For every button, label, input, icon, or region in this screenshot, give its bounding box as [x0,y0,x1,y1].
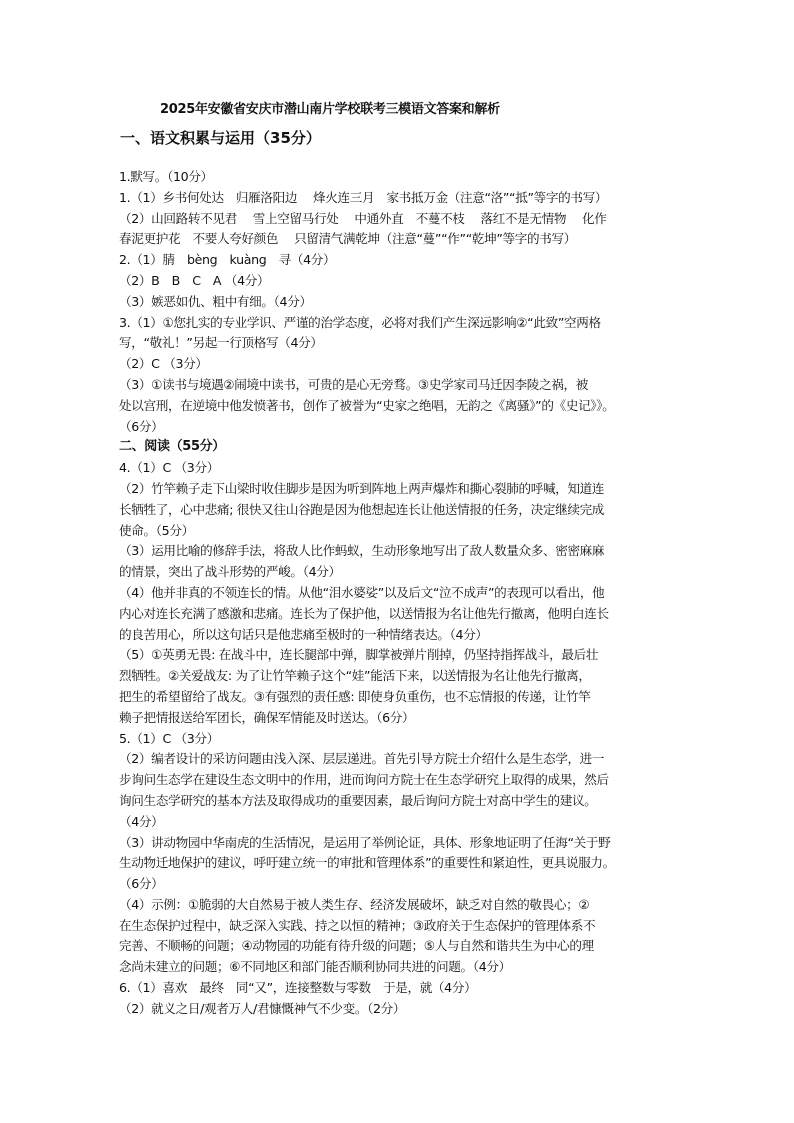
answer-line: 1.默写。（10分） [119,169,213,184]
answer-line: （5）①英勇无畏: 在战斗中，连长腿部中弹，脚掌被弹片削掉，仍坚持指挥战斗，最后壮 [119,647,599,663]
answer-line: （4分） [119,813,164,829]
answer-line: 1.（1）乡书何处达 归雁洛阳边 烽火连三月 家书抵万金（注意“洛”“抵”等字的书写） [119,189,608,205]
answer-line: 6.（1）喜欢 最终 同“又”，连接整数与零数 于是，就（4分） [119,980,477,996]
answer-line: 春泥更护花 不要人夸好颜色 只留清气满乾坤（注意“蔓”“作”“乾坤”等字的书写） [119,231,576,247]
answer-line: （2）编者设计的采访问题由浅入深、层层递进。首先引导方院士介绍什么是生态学，进一 [119,751,605,767]
answer-line: （2）就义之日/观者万人/君慷慨神气不少变。（2分） [119,1000,406,1016]
answer-line: 4.（1）C （3分） [119,460,219,476]
answer-line: 的良苦用心，所以这句话只是他悲痛至极时的一种情绪表达。（4分） [119,626,488,642]
answer-line: 在生态保护过程中，缺乏深入实践、持之以恒的精神；③政府关于生态保护的管理体系不 [119,917,596,933]
answer-line: （3）讲动物园中华南虎的生活情况，是运用了举例论证，具体、形象地证明了任海“关于野 [119,834,611,850]
answer-line: （4）他并非真的不领连长的情。从他“泪水婆娑”以及后文“泣不成声”的表现可以看出，他 [119,584,605,600]
answer-body [119,167,679,1020]
answer-line: 的情景，突出了战斗形势的严峻。（4分） [119,564,341,580]
answer-line: 生动物迁地保护的建议，呼吁建立统一的审批和管理体系”的重要性和紧迫性，更具说服力。 [119,855,615,871]
answer-line: 把生的希望留给了战友。③有强烈的责任感: 即使身负重伤，也不忘情报的传递，让竹竿 [119,688,591,704]
answer-line: （3）①读书与境遇②闹境中读书，可贵的是心无旁骛。③史学家司马迁因李陵之祸，被 [119,376,589,392]
answer-line: （6分） [119,876,164,892]
answer-line: 完善、不顺畅的问题；④动物园的功能有待升级的问题；⑤人与自然和谐共生为中心的理 [119,938,594,954]
answer-line: 写，“敬礼！”另起一行顶格写（4分） [119,335,323,351]
answer-line: 步询问生态学在建设生态文明中的作用，进而询问方院士在生态学研究上取得的成果，然后 [119,772,609,788]
answer-line: 赖子把情报送给军团长，确保军情能及时送达。（6分） [119,709,415,725]
answer-line: 烈牺牲。②关爱战友: 为了让竹竿赖子这个“娃”能活下来，以送情报为名让他先行撤离， [119,668,591,684]
answer-line: 长牺牲了，心中悲痛; 很快又往山谷跑是因为他想起连长让他送情报的任务，决定继续完成 [119,501,605,517]
answer-line: 使命。（5分） [119,522,194,538]
section-heading-accumulation: 一、语文积累与运用（35分） [120,129,321,147]
page-title: 2025年安徽省安庆市潜山南片学校联考三模语文答案和解析 [160,102,500,117]
answer-line: 询问生态学研究的基本方法及取得成功的重要因素，最后询问方院士对高中学生的建议。 [119,792,597,808]
answer-line: （3）运用比喻的修辞手法，将敌人比作蚂蚁，生动形象地写出了敌人数量众多、密密麻麻 [119,543,605,559]
section-heading: 二、阅读（55分） [119,439,225,455]
answer-line: （2）竹竿赖子走下山梁时收住脚步是因为听到阵地上两声爆炸和撕心裂肺的呼喊，知道连 [119,480,605,496]
answer-line: 5.（1）C （3分） [119,730,219,746]
answer-line: 内心对连长充满了感激和悲痛。连长为了保护他，以送情报为名让他先行撤离，他明白连长 [119,605,609,621]
answer-line: （2）山回路转不见君 雪上空留马行处 中通外直 不蔓不枝 落红不是无情物 化作 [119,210,607,226]
answer-line: （2）C （3分） [119,356,208,372]
answer-line: 3.（1）①您扎实的专业学识、严谨的治学态度，必将对我们产生深远影响②“此致”空两格 [119,314,601,330]
answer-line: （6分） [119,418,164,434]
answer-line: （4）示例：①脆弱的大自然易于被人类生存、经济发展破坏，缺乏对自然的敬畏心；② [119,896,590,912]
answer-line: 2.（1）腈 bèng kuàng 寻（4分） [119,252,336,268]
answer-line: 念尚未建立的问题；⑥不同地区和部门能否顺利协同共进的问题。（4分） [119,959,511,975]
answer-line: 处以宫刑，在逆境中他发愤著书，创作了被誉为“史家之绝唱，无韵之《离骚》”的《史记》》。 [119,397,615,413]
answer-line: （3）嫉恶如仇、粗中有细。（4分） [119,293,312,309]
answer-line: （2）B B C A （4分） [119,272,270,288]
